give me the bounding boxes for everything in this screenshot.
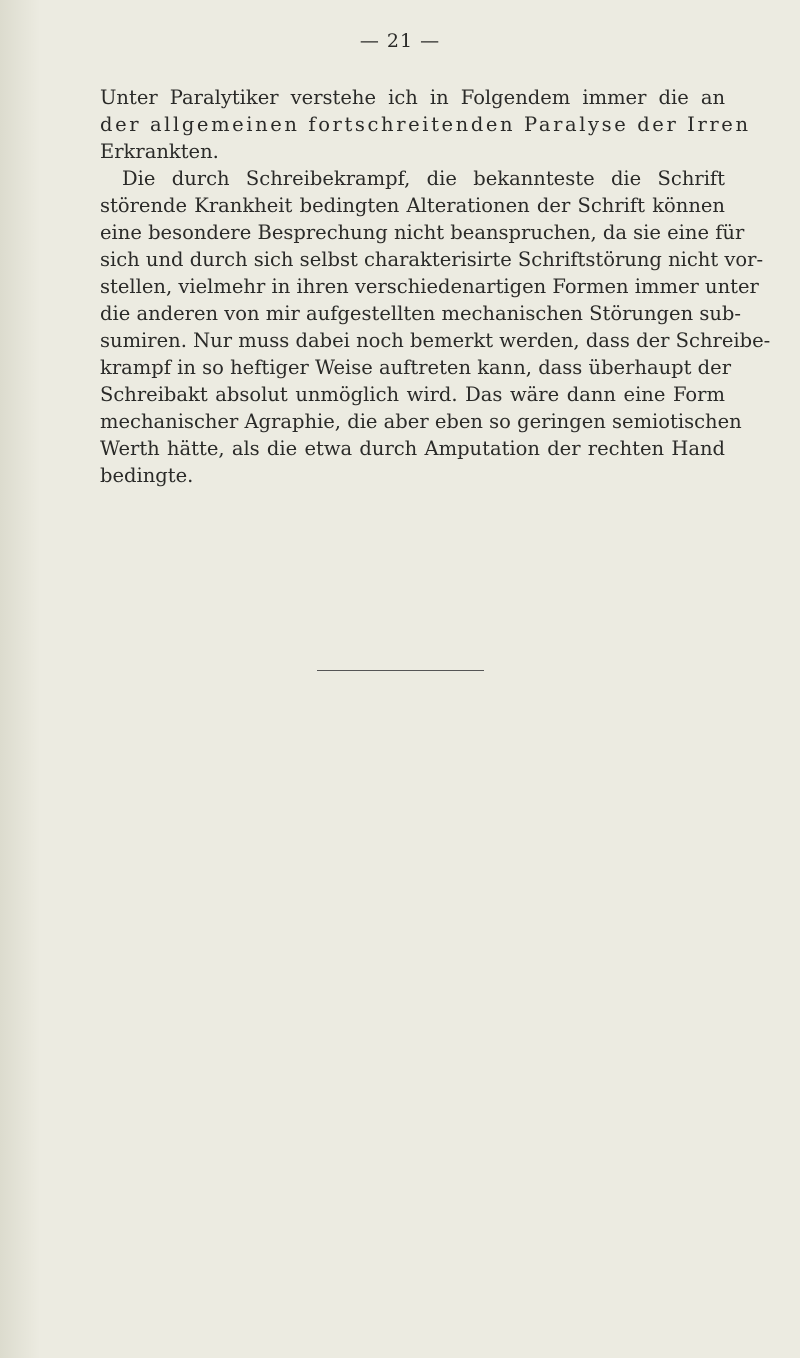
text-line: sich und durch sich selbst charakterisirte Schriftstörung nicht vor- [100,248,764,271]
text-line: Unter Paralytiker verstehe ich in Folgendem immer die an [100,86,725,109]
text-line: sumiren. Nur muss dabei noch bemerkt werden, dass der Schreibe- [100,329,771,352]
text-line: die anderen von mir aufgestellten mechanischen Störungen sub- [100,302,741,325]
text-line: krampf in so heftiger Weise auftreten kann, dass überhaupt der [100,356,732,379]
section-divider [317,670,484,671]
text-line: eine besondere Besprechung nicht beanspruchen, da sie eine für [100,221,745,244]
text-line: störende Krankheit bedingten Alterationen der Schrift können [100,194,725,217]
text-line: der allgemeinen fortschreitenden Paralyse der Irren [100,113,751,136]
text-line: Die durch Schreibekrampf, die bekannteste die Schrift [122,167,725,190]
text-line: Werth hätte, als die etwa durch Amputation der rechten Hand [100,437,725,460]
text-line: stellen, vielmehr in ihren verschiedenartigen Formen immer unter [100,275,759,298]
text-line: mechanischer Agraphie, die aber eben so geringen semiotischen [100,410,742,433]
text-line: Erkrankten. [100,140,219,163]
text-line: bedingte. [100,464,194,487]
page-number: — 21 — [359,30,441,52]
text-line: Schreibakt absolut unmöglich wird. Das wäre dann eine Form [100,383,725,406]
body-text [100,84,771,489]
